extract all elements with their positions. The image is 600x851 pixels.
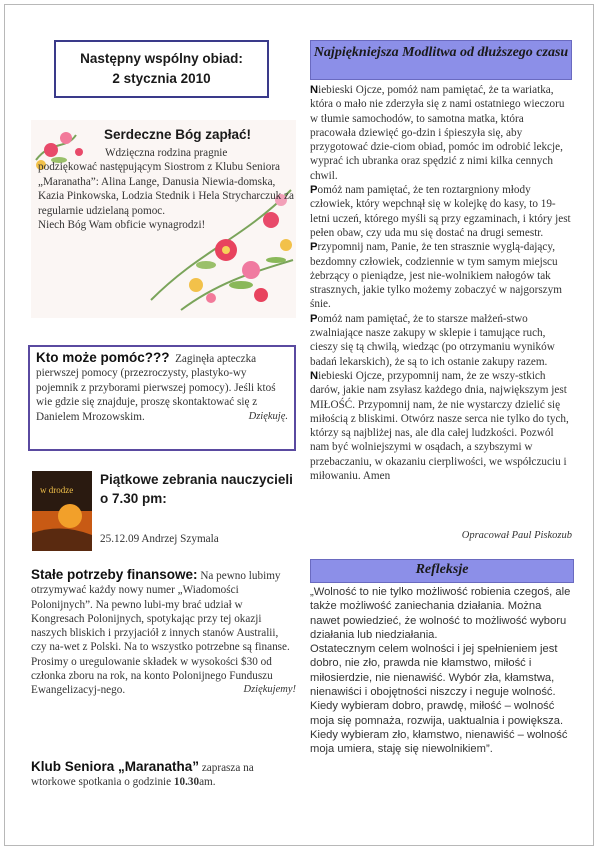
- thanks-text-start: Wdzięczna rodzina pragnie: [105, 147, 228, 159]
- paragraph-text: rzypomnij nam, Panie, że ten strasznie wyglą-dający, bezdomny człowiek, codziennie w tym samym miejscu żebrzący o pieniądze, jest nie-wolnikiem nałogów tak strasznych, jakie tylko możemy zobaczyć w najgorszym śnie.: [310, 241, 562, 311]
- prayer-paragraph: [310, 312, 572, 369]
- friday-meta: 25.12.09 Andrzej Szymala: [100, 533, 219, 545]
- reflection-heading: Refleksje: [310, 559, 574, 583]
- drop-cap: P: [310, 312, 318, 325]
- paragraph-text: omóż nam pamiętać, że to starsze małżeń-stwo zwalniające nasze zakupy w sklepie i tamujące ruch, cieszy się tą chwilą, wiedząc (po otrzymaniu wyników badań lekarskich), że są to ich ostanie zakupy razem.: [310, 312, 555, 368]
- book-title: w drodze: [40, 485, 74, 495]
- club-suffix: am.: [199, 776, 216, 789]
- friday-title: Piątkowe zebrania nauczycieli o 7.30 pm:: [100, 472, 293, 506]
- paragraph-text: iebieski Ojcze, pomóż nam pamiętać, że ta wariatka, która o mało nie zderzyła się z nami ostatniego wieczoru w tłumie samochodów, to samotna matka, która pracowała dziewięć go-dzin i śpieszyła się, aby przygotować dzie-ciom obiad, pomóc im odrobić lekcje, wyprać ich ubranka oraz spędzić z nimi kilka cennych chwil.: [310, 84, 565, 182]
- prayer-paragraph: [310, 369, 572, 483]
- prayer-body: [310, 83, 572, 483]
- help-title: Kto może pomóc???: [36, 350, 170, 365]
- prayer-paragraph: [310, 183, 572, 240]
- dinner-line1: Następny wspólny obiad:: [80, 51, 243, 66]
- help-text: Zaginęła apteczka pierwszej pomocy (przezroczysty, plastyko-wy pojemnik z przyborami pierwszej pomocy). Jeśli ktoś wie gdzie się znajduje, proszę skontaktować się z Danielem Mrozowskim.: [36, 353, 276, 423]
- reflection-paragraph: Ostatecznym celem wolności i jej spełnieniem jest dobro, nie zło, prawda nie kłamstwo, miłość i miłosierdzie, nie nienawiść. Wybór zła, kłamstwa, nienawiści i obojętności niszczy i neguje wolność. Kiedy wybieram dobro, prawdę, miłość – wolność moja się pomnaża, rozwija, uaktualnia i powiększa. Kiedy wybieram zło, kłamstwo, nienawiść – wolność moja umiera, staję się niewolnikiem”.: [310, 643, 568, 756]
- next-dinner-box: [54, 40, 269, 98]
- drop-cap: N: [310, 369, 319, 382]
- thanks-text: [38, 146, 296, 232]
- finance-title: Stałe potrzeby finansowe:: [31, 567, 198, 582]
- help-box: [28, 345, 296, 451]
- drop-cap: P: [310, 241, 318, 254]
- dinner-date: 2 stycznia 2010: [112, 71, 211, 86]
- thanks-title: Serdeczne Bóg zapłać!: [104, 127, 252, 142]
- paragraph-text: omóż nam pamiętać, że ten roztargniony młody człowiek, który wepchnął się w kolejkę do kasy, to 19-letni uczeń, którego myśli są przy egzaminach, i który jest pełen obaw, czy uda mu się dostać na drugi semestr.: [310, 184, 571, 239]
- prayer-heading: Najpiękniejsza Modlitwa od dłuższego czasu: [310, 40, 572, 80]
- help-signature: Dziękuję.: [248, 410, 288, 422]
- finance-text: Na pewno lubimy otrzymywać każdy nowy numer „Wiadomości Polonijnych”. Na pewno lubi-my brać udział w Kongresach Polonijnych, spotykając przy tej okazji naszych bliskich i przyjaciół z innych stanów Australii, czy na-wet z Polski. Na to wszystko potrzebne są finanse. Prosimy o uregulowanie składek w wysokości $30 od członka zboru na rok, na konto Polonijnego Funduszu Ewangelizacyj-nego.: [31, 570, 290, 697]
- prayer-paragraph: [310, 83, 572, 183]
- club-time: 10.30: [173, 776, 200, 789]
- prayer-paragraph: [310, 240, 572, 311]
- club-text: zaprasza na wtorkowe spotkania o godzinie: [31, 762, 254, 789]
- club-title: Klub Seniora „Maranatha”: [31, 759, 200, 774]
- paragraph-text: iebieski Ojcze, przypomnij nam, że ze wszy-stkich darów, jakie nam zsyłasz każdego dnia, największym jest MIŁOŚĆ. Przypomnij nam, że nie wystarczy dzielić się miłością z bliskimi. Otwórz nasze serca nie tylko do tych, którzy są najbliżej nas, ale dla całej ludzkości. Pozwól nam być wolniejszymi w osądach, a szybszymi w przebaczaniu, w okazaniu cierpliwości, we współczuciu i miłowaniu. Amen: [310, 369, 569, 483]
- drop-cap: N: [310, 84, 319, 96]
- club-section: [31, 760, 296, 790]
- prayer-author: Opracował Paul Piskozub: [461, 530, 572, 541]
- reflection-paragraph: „Wolność to nie tylko możliwość robienia czegoś, ale także możliwość zaniechania działania. Można nawet powiedzieć, że wolność to możliwość wyboru działania lub niedziałania.: [310, 586, 571, 641]
- thanks-text-rest: podziękować następującym Siostrom z Klubu Seniora „Maranatha”: Alina Lange, Danusia Niewia-domska, Kazia Pinkowska, Lodzia Stednik i Hela Strycharczuk za regularnie udzielaną pomoc.: [38, 161, 294, 217]
- drop-cap: P: [310, 184, 318, 197]
- finance-sign: Dziękujemy!: [243, 684, 296, 696]
- reflection-body: [310, 585, 572, 757]
- thanks-text-end: Niech Bóg Wam obficie wynagrodzi!: [38, 219, 206, 232]
- book-cover-image: [32, 471, 92, 551]
- finance-section: [31, 568, 296, 698]
